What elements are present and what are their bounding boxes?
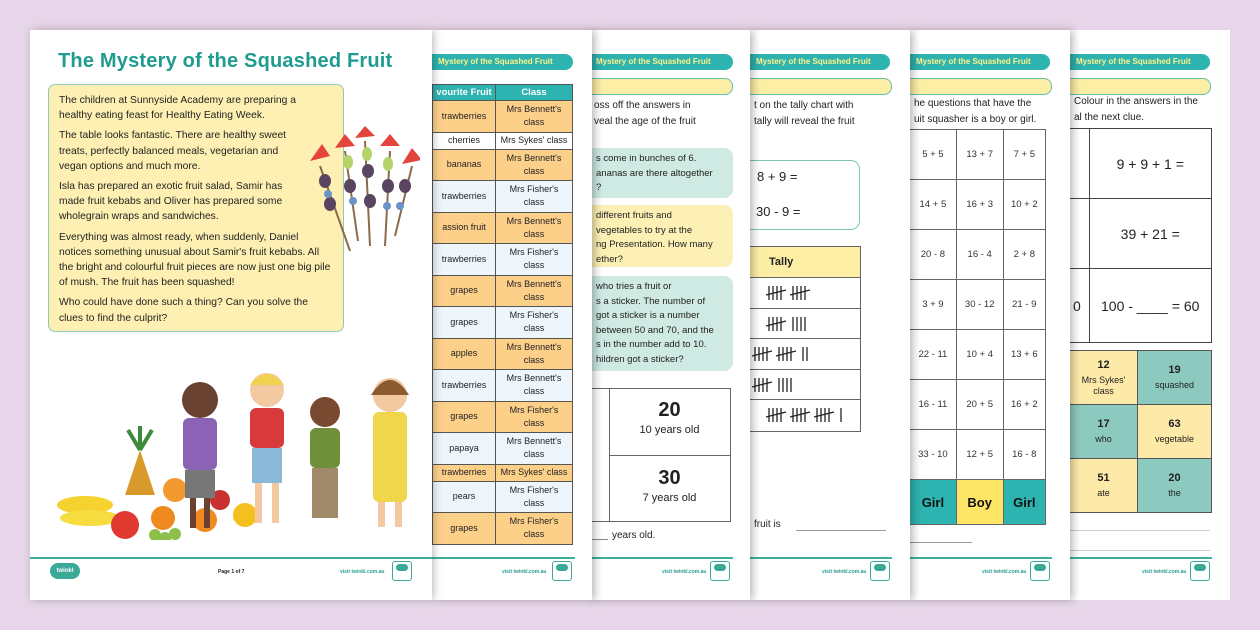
question-line: between 50 and 70, and the: [596, 324, 714, 336]
children-and-fruit-illustration: [45, 340, 425, 540]
sum-cell[interactable]: 21 - 9: [1003, 280, 1045, 330]
answer-suffix: years old.: [612, 530, 656, 541]
healthy-eating-badge-icon: [870, 561, 890, 581]
fruit-cell: bananas: [433, 149, 496, 181]
worksheet-page-2: [432, 30, 592, 600]
question-line: ananas are there altogether: [596, 167, 713, 179]
clue-cell[interactable]: [1070, 405, 1138, 459]
fruit-kebabs-illustration: [300, 126, 420, 266]
child-4: [371, 378, 409, 527]
website-link[interactable]: visit twinkl.com.au: [340, 569, 385, 575]
class-cell: Mrs Fisher's class: [496, 181, 573, 213]
grid-row: [910, 230, 1046, 280]
fruit-cell: grapes: [433, 401, 496, 433]
class-cell: Mrs Sykes' class: [496, 464, 573, 481]
answer-cell[interactable]: [609, 399, 730, 436]
fruit-cell: trawberries: [433, 464, 496, 481]
sum-cell[interactable]: 30 - 12: [956, 280, 1003, 330]
instructions: [914, 96, 1036, 128]
clue-word: who: [1095, 434, 1112, 444]
name-field[interactable]: [910, 78, 1052, 95]
fruit-cell: cherries: [433, 132, 496, 149]
story-paragraph: The table looks fantastic. There are healthy sweet treats, perfectly balanced meals, vegetarian and vegan options and much more.: [59, 130, 287, 172]
sum-cell[interactable]: 33 - 10: [910, 430, 956, 480]
gender-label-girl: Girl: [910, 480, 956, 525]
website-link[interactable]: visit twinkl.com.au: [662, 569, 707, 575]
class-cell: Mrs Bennett's class: [496, 370, 573, 402]
clue-word: squashed: [1154, 380, 1195, 390]
sum-cell[interactable]: 16 - 11: [910, 380, 956, 430]
sum-cell[interactable]: 13 + 6: [1003, 330, 1045, 380]
clue-number: 63: [1168, 418, 1181, 430]
tally-marks-icon: [750, 309, 862, 339]
twinkl-logo: twinkl: [50, 563, 80, 579]
grid-row: [910, 280, 1046, 330]
footer-rule: [590, 557, 733, 559]
answer-value: 30: [658, 467, 681, 489]
tally-marks-icon: [750, 278, 862, 308]
table-row: [433, 513, 573, 545]
sum-cell[interactable]: 20 + 5: [956, 380, 1003, 430]
tally-row: [750, 370, 860, 401]
question-line: different fruits and: [596, 210, 672, 221]
sums-grid: [910, 129, 1046, 525]
header-bar: Mystery of the Squashed Fruit: [590, 54, 733, 70]
fruit-cell: trawberries: [433, 370, 496, 402]
instruction-line: t on the tally chart with: [754, 100, 854, 111]
website-link[interactable]: visit twinkl.com.au: [982, 569, 1027, 575]
table-row: [433, 433, 573, 465]
clue-cell[interactable]: [1138, 459, 1212, 513]
question-line: who tries a fruit or: [596, 281, 672, 292]
question-line: ether?: [596, 253, 623, 265]
fruit-pile: [57, 426, 257, 540]
grid-row: [910, 380, 1046, 430]
healthy-eating-badge-icon: [1190, 561, 1210, 581]
name-field[interactable]: [1070, 78, 1211, 95]
gender-label-girl: Girl: [1003, 480, 1045, 525]
sum: 30 - 9 =: [756, 204, 801, 219]
answer-cell[interactable]: [1070, 129, 1089, 199]
answer-value: 20: [658, 399, 681, 421]
question-box-1: [590, 148, 733, 198]
answer-cell[interactable]: [1070, 199, 1089, 269]
class-cell: Mrs Bennett's class: [496, 433, 573, 465]
instruction-line: tally will reveal the fruit: [754, 116, 855, 127]
class-cell: Mrs Bennett's class: [496, 212, 573, 244]
grid-row: [910, 430, 1046, 480]
clue-number: 51: [1097, 472, 1110, 484]
table-row: [433, 370, 573, 402]
table-row: [433, 212, 573, 244]
class-cell: Mrs Bennett's class: [496, 338, 573, 370]
story-paragraph: The children at Sunnyside Academy are preparing a healthy eating feast for Healthy Eating Week.: [59, 95, 296, 122]
column-header: Class: [496, 85, 573, 101]
fruit-cell: trawberries: [433, 244, 496, 276]
footer-rule: [432, 557, 575, 559]
table-row: [433, 338, 573, 370]
class-cell: Mrs Bennett's class: [496, 101, 573, 133]
footer-rule: [30, 557, 432, 559]
answer-blank[interactable]: [910, 542, 972, 543]
instruction-line: uit squasher is a boy or girl.: [914, 114, 1037, 125]
sum-cell[interactable]: 12 + 5: [956, 430, 1003, 480]
tally-header: Tally: [750, 247, 860, 278]
clue-row: [1070, 405, 1212, 459]
sum-cell[interactable]: 10 + 2: [1003, 180, 1045, 230]
answer-table: [590, 388, 731, 522]
question-line: ?: [596, 182, 602, 193]
sum-cell[interactable]: 14 + 5: [910, 180, 956, 230]
fruit-cell: trawberries: [433, 181, 496, 213]
fruit-cell: grapes: [433, 307, 496, 339]
grid-row: [910, 130, 1046, 180]
clue-number: 20: [1168, 472, 1181, 484]
table-row: [433, 132, 573, 149]
answer-blank[interactable]: [590, 539, 608, 540]
class-cell: Mrs Fisher's class: [496, 513, 573, 545]
writing-line[interactable]: [1070, 550, 1210, 551]
sum-cell[interactable]: 16 + 2: [1003, 380, 1045, 430]
story-paragraph: Everything was almost ready, when suddenly, Daniel notices something unusual about Samir's fruit kebabs. All the bright and colourful fruit pieces are now just one big pile of mush. The fruit has been squashed!: [59, 231, 331, 289]
instructions: [1074, 94, 1198, 126]
table-row: [433, 401, 573, 433]
class-cell: Mrs Fisher's class: [496, 244, 573, 276]
writing-line[interactable]: [1070, 530, 1210, 531]
clue-cell[interactable]: [1070, 459, 1138, 513]
worksheet-page-3: [590, 30, 750, 600]
clue-word: ate: [1097, 488, 1110, 498]
table-row: [433, 101, 573, 133]
sum-cell[interactable]: 16 - 4: [956, 230, 1003, 280]
table-row: [433, 149, 573, 181]
question-line: vegetables to try at the: [596, 224, 693, 236]
gender-row: [910, 480, 1046, 525]
sum-cell[interactable]: 10 + 4: [956, 330, 1003, 380]
question-line: s come in bunches of 6.: [596, 153, 697, 164]
table-row: [433, 307, 573, 339]
answer-cell[interactable]: 0: [1070, 269, 1089, 343]
instructions: [754, 98, 855, 130]
fruit-cell: grapes: [433, 275, 496, 307]
healthy-eating-badge-icon: [1030, 561, 1050, 581]
tally-table: [750, 246, 861, 432]
fruit-cell: grapes: [433, 513, 496, 545]
question-line: s in the number add to 10.: [596, 339, 707, 350]
class-cell: Mrs Bennett's class: [496, 149, 573, 181]
table-row: [433, 181, 573, 213]
sum-cell[interactable]: 5 + 5: [910, 130, 956, 180]
clue-word: vegetable: [1154, 434, 1195, 444]
instructions: [594, 98, 696, 130]
sum-row: [1070, 129, 1212, 199]
clue-cell[interactable]: [1138, 405, 1212, 459]
footer-rule: [1070, 557, 1212, 559]
page-title: The Mystery of the Squashed Fruit: [58, 50, 393, 72]
clue-row: [1070, 351, 1212, 405]
favourite-fruit-table: [432, 84, 573, 545]
class-cell: Mrs Fisher's class: [496, 481, 573, 513]
healthy-eating-badge-icon: [392, 561, 412, 581]
sum-row: [1070, 269, 1212, 343]
instruction-line: Colour in the answers in the: [1074, 96, 1198, 107]
sum-cell[interactable]: 22 - 11: [910, 330, 956, 380]
instruction-line: veal the age of the fruit: [594, 116, 696, 127]
sum-cell[interactable]: 13 + 7: [956, 130, 1003, 180]
sums-table: [1070, 128, 1212, 343]
sum-cell: 9 + 9 + 1 =: [1089, 129, 1212, 199]
sum-cell: 39 + 21 =: [1089, 199, 1212, 269]
answer-label: 10 years old: [639, 424, 700, 436]
table-row: [433, 481, 573, 513]
answer-cell[interactable]: [609, 467, 730, 504]
tally-marks-icon: [750, 339, 862, 369]
table-row: [433, 464, 573, 481]
website-link[interactable]: visit twinkl.com.au: [1142, 569, 1187, 575]
question-line: hildren got a sticker?: [596, 353, 684, 365]
fruit-cell: trawberries: [433, 101, 496, 133]
question-line: ng Presentation. How many: [596, 239, 713, 250]
fruit-cell: papaya: [433, 433, 496, 465]
clue-cell[interactable]: [1138, 351, 1212, 405]
worksheet-page-6: [1070, 30, 1230, 600]
tally-row: [750, 339, 860, 370]
gender-label-boy: Boy: [956, 480, 1003, 525]
worksheet-page-5: [910, 30, 1070, 600]
clue-row: [1070, 459, 1212, 513]
class-cell: Mrs Bennett's class: [496, 275, 573, 307]
class-cell: Mrs Fisher's class: [496, 307, 573, 339]
sum-cell: 100 - ____ = 60: [1089, 269, 1212, 343]
header-bar: Mystery of the Squashed Fruit: [432, 54, 573, 70]
grid-row: [910, 330, 1046, 380]
sum-cell[interactable]: 20 - 8: [910, 230, 956, 280]
clue-grid: [1070, 350, 1212, 513]
question-line: got a sticker is a number: [596, 310, 700, 321]
clue-word: Mrs Sykes' class: [1081, 374, 1126, 396]
fruit-answer-blank[interactable]: [796, 530, 886, 531]
class-cell: Mrs Sykes' class: [496, 132, 573, 149]
clue-number: 12: [1097, 358, 1110, 371]
fruit-answer-label: fruit is: [754, 519, 781, 530]
question-box-2: [590, 205, 733, 267]
table-row: [433, 275, 573, 307]
header-bar: Mystery of the Squashed Fruit: [910, 54, 1050, 70]
story-paragraph: Who could have done such a thing? Can you solve the clues to find the culprit?: [59, 297, 309, 324]
page-number: Page 1 of 7: [218, 569, 245, 575]
tally-marks-icon: [750, 370, 862, 400]
sum: 8 + 9 =: [757, 169, 798, 184]
sum-cell[interactable]: 2 + 8: [1003, 230, 1045, 280]
healthy-eating-badge-icon: [710, 561, 730, 581]
instruction-line: oss off the answers in: [594, 100, 691, 111]
footer-rule: [910, 557, 1052, 559]
question-box-3: [590, 276, 733, 371]
clue-number: 19: [1168, 364, 1181, 376]
clue-cell[interactable]: [1070, 351, 1138, 405]
sum-cell[interactable]: 16 + 3: [956, 180, 1003, 230]
clue-number: 17: [1097, 418, 1110, 430]
footer-rule: [750, 557, 892, 559]
tally-row: [750, 278, 860, 309]
name-field[interactable]: [590, 78, 733, 95]
worksheet-page-4: [750, 30, 910, 600]
fruit-cell: apples: [433, 338, 496, 370]
table-row: [433, 244, 573, 276]
website-link[interactable]: visit twinkl.com.au: [502, 569, 547, 575]
fruit-cell: pears: [433, 481, 496, 513]
answer-label: 7 years old: [642, 492, 697, 504]
healthy-eating-badge-icon: [552, 561, 572, 581]
worksheet-page-1: [30, 30, 432, 600]
grid-row: [910, 180, 1046, 230]
sum-cell[interactable]: 16 - 8: [1003, 430, 1045, 480]
instruction-line: he questions that have the: [914, 98, 1032, 109]
tally-row: [750, 400, 860, 431]
instruction-line: al the next clue.: [1074, 112, 1145, 123]
question-line: s a sticker. The number of: [596, 295, 706, 307]
column-header: vourite Fruit: [433, 85, 496, 101]
child-2: [250, 373, 284, 523]
tally-row: [750, 309, 860, 340]
sum-row: [1070, 199, 1212, 269]
story-paragraph: Isla has prepared an exotic fruit salad, Samir has made fruit kebabs and Oliver has prepared some wholegrain wraps and sandwiches.: [59, 181, 283, 223]
class-cell: Mrs Fisher's class: [496, 401, 573, 433]
clue-word: the: [1168, 488, 1181, 498]
sum-cell[interactable]: 7 + 5: [1003, 130, 1045, 180]
child-3: [310, 397, 340, 518]
header-bar: Mystery of the Squashed Fruit: [1070, 54, 1210, 70]
website-link[interactable]: visit twinkl.com.au: [822, 569, 867, 575]
tally-marks-icon: [750, 400, 862, 430]
header-bar: Mystery of the Squashed Fruit: [750, 54, 890, 70]
sum-cell[interactable]: 3 + 9: [910, 280, 956, 330]
fruit-cell: assion fruit: [433, 212, 496, 244]
name-field[interactable]: [750, 78, 892, 95]
sums-box: [750, 160, 860, 230]
